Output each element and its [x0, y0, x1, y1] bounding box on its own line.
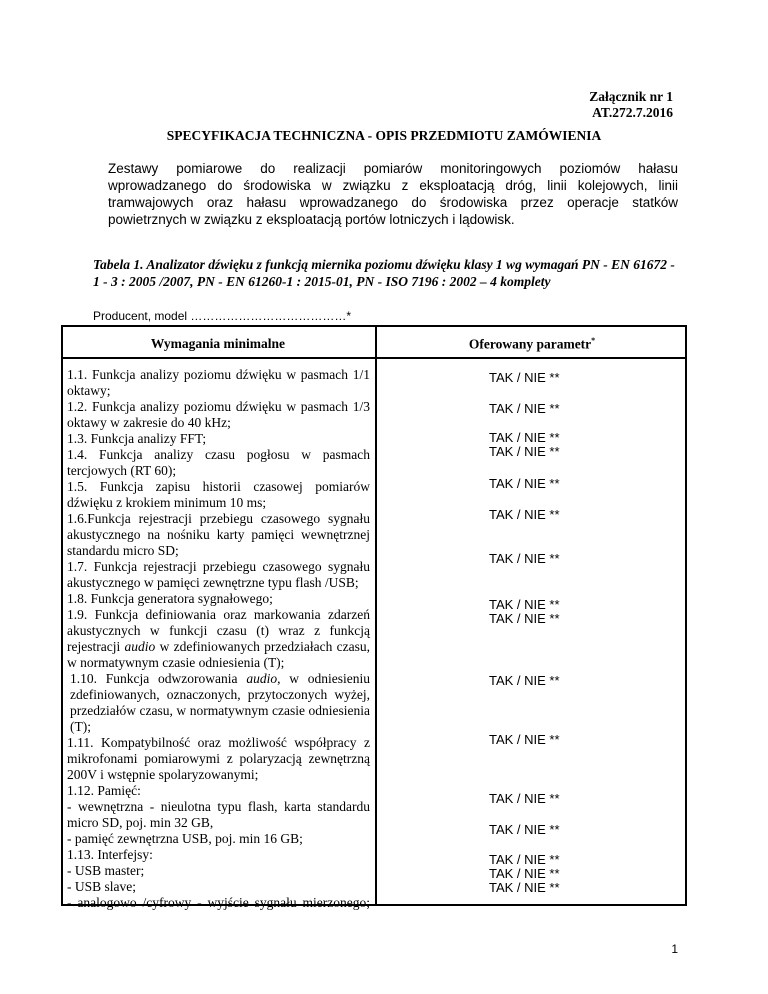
req-1-13-b: - USB slave; [67, 879, 136, 894]
req-1-13-a: - USB master; [67, 863, 145, 878]
offer-1-13-c: TAK / NIE ** [489, 880, 560, 895]
header-block [589, 89, 673, 121]
offer-1-9: TAK / NIE ** [489, 611, 560, 626]
column-header-requirements: Wymagania minimalne [150, 336, 286, 351]
offer-1-6: TAK / NIE ** [489, 507, 560, 522]
offer-1-5: TAK / NIE ** [489, 476, 560, 491]
req-1-10: 1.10. Funkcja odwzorowania audio, w odniesieniu zdefiniowanych, oznaczonych, przytoczonych wyżej, przedziałów czasu, w normatywnym czasie odniesienia (T); [70, 671, 370, 734]
req-1-7: 1.7. Funkcja rejestracji przebiegu czasowego sygnału akustycznego w pamięci zewnętrzne typu flash /USB; [67, 559, 370, 590]
table-divider-vertical [375, 325, 377, 906]
offer-1-12-b: TAK / NIE ** [489, 822, 560, 837]
document-title: SPECYFIKACJA TECHNICZNA - OPIS PRZEDMIOTU ZAMÓWIENIA [166, 128, 602, 143]
req-1-12-a: - wewnętrzna - nieulotna typu flash, karta standardu micro SD, poj. min 32 GB, [67, 799, 370, 830]
reference-number: AT.272.7.2016 [592, 105, 673, 120]
req-1-13: 1.13. Interfejsy: [67, 847, 153, 862]
req-1-11: 1.11. Kompatybilność oraz możliwość współpracy z mikrofonami pomiarowymi z polaryzacją zewnętrzną 200V i wstępnie spolaryzowanymi; [67, 735, 370, 782]
req-1-12-b: - pamięć zewnętrzna USB, poj. min 16 GB; [67, 831, 303, 846]
offer-1-1: TAK / NIE ** [489, 370, 560, 385]
req-1-3: 1.3. Funkcja analizy FFT; [67, 431, 207, 446]
offer-1-10: TAK / NIE ** [489, 673, 560, 688]
column-header-offer: Oferowany parametr* [468, 336, 596, 352]
req-1-8: 1.8. Funkcja generatora sygnałowego; [67, 591, 273, 606]
req-1-13-c: - analogowo /cyfrowy - wyjście sygnału mierzonego; [67, 895, 370, 910]
req-1-2: 1.2. Funkcja analizy poziomu dźwięku w pasmach 1/3 oktawy w zakresie do 40 kHz; [67, 399, 370, 430]
offer-1-13-a: TAK / NIE ** [489, 852, 560, 867]
req-1-9: 1.9. Funkcja definiowania oraz markowania zdarzeń akustycznych w funkcji czasu (t) wraz z funkcją rejestracji audio w zdefiniowanych przedziałach czasu, w normatywnym czasie odniesienia (T); [67, 607, 370, 670]
requirements-list [67, 367, 370, 911]
offer-1-12-a: TAK / NIE ** [489, 791, 560, 806]
req-1-12: 1.12. Pamięć: [67, 783, 141, 798]
offer-1-11: TAK / NIE ** [489, 732, 560, 747]
offer-1-3: TAK / NIE ** [489, 430, 560, 445]
table-divider-header [61, 357, 687, 359]
offer-1-8: TAK / NIE ** [489, 597, 560, 612]
req-1-1: 1.1. Funkcja analizy poziomu dźwięku w pasmach 1/1 oktawy; [67, 367, 370, 398]
req-1-5: 1.5. Funkcja zapisu historii czasowej pomiarów dźwięku z krokiem minimum 10 ms; [67, 479, 370, 510]
annex-label: Załącznik nr 1 [589, 89, 673, 104]
offer-1-4: TAK / NIE ** [489, 444, 560, 459]
table-caption: Tabela 1. Analizator dźwięku z funkcją miernika poziomu dźwięku klasy 1 wg wymagań PN - EN 61672 - 1 - 3 : 2005 /2007, PN - EN 61260-1 : 2015-01, PN - ISO 7196 : 2002 – 4 komplety [93, 257, 675, 289]
offer-1-13-b: TAK / NIE ** [489, 866, 560, 881]
page-number: 1 [671, 942, 678, 956]
req-1-6: 1.6.Funkcja rejestracji przebiegu czasowego sygnału akustycznego na nośniku karty pamięci wewnętrznej standardu micro SD; [67, 511, 370, 558]
offer-1-2: TAK / NIE ** [489, 401, 560, 416]
intro-paragraph: Zestawy pomiarowe do realizacji pomiarów monitoringowych poziomów hałasu wprowadzanego do środowiska w związku z eksploatacją dróg, linii kolejowych, linii tramwajowych oraz hałasu wprowadzanego do środowiska przez operacje statków powietrznych w związku z eksploatacją portów lotniczych i lądowisk. [108, 161, 678, 227]
req-1-4: 1.4. Funkcja analizy czasu pogłosu w pasmach tercjowych (RT 60); [67, 447, 370, 478]
producer-line: Producent, model …………………………………* [93, 309, 352, 323]
offer-1-7: TAK / NIE ** [489, 551, 560, 566]
